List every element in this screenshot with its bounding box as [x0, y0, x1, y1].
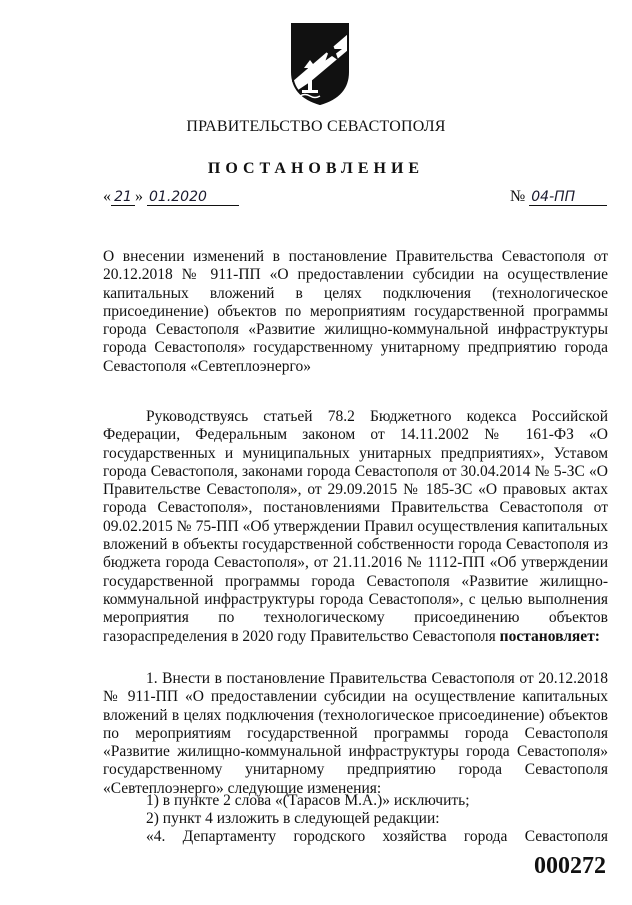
- date-close-quote: »: [135, 188, 143, 205]
- number-sign: №: [510, 188, 526, 205]
- document-date: [103, 188, 239, 206]
- basis-text: Руководствуясь статьей 78.2 Бюджетного кодекса Российской Федерации, Федеральным законом от 14.11.2002 № 161-ФЗ «О государственных и муниципальных унитарных предприятиях», Уставом города Севастополя, законами города Севастополя от 30.04.2014 № 5-ЗС «О Правительстве Севастополя», от 29.09.2015 № 185-ЗС «О правовых актах города Севастополя», постановлениями Правительства Севастополя от 09.02.2015 № 75-ПП «Об утверждении Правил осуществления капитальных вложений в объекты государственной собственности города Севастополя из бюджета города Севастополя», от 21.11.2016 № 1112-ПП «Об утверждении государственной программы города Севастополя «Развитие жилищно-коммунальной инфраструктуры города Севастополя», с целью выполнения мероприятия по технологическому присоединению объектов газораспределения в 2020 году Правительство Севастополя: [103, 408, 608, 645]
- basis-keyword: постановляет:: [499, 627, 600, 645]
- date-day-handwritten: 21: [111, 189, 135, 206]
- government-name: ПРАВИТЕЛЬСТВО СЕВАСТОПОЛЯ: [186, 118, 446, 135]
- date-open-quote: «: [103, 188, 111, 205]
- quoted-item-4-start: «4. Департаменту городского хозяйства города Севастополя: [146, 828, 608, 845]
- sevastopol-coat-of-arms-icon: [290, 20, 350, 106]
- serial-number: 000272: [534, 853, 606, 879]
- number-value-handwritten: 04-ПП: [529, 189, 607, 206]
- date-month-year-handwritten: 01.2020: [147, 189, 239, 206]
- subitem-1: 1) в пункте 2 слова «(Тарасов М.А.)» исключить;: [146, 792, 470, 809]
- basis-paragraph: [103, 408, 608, 646]
- item-1-paragraph: 1. Внести в постановление Правительства Севастополя от 20.12.2018 № 911-ПП «О предоставлении субсидии на осуществление капитальных вложений в целях подключения (технологическое присоединение) объектов по мероприятиям государственной программы города Севастополя «Развитие жилищно-коммунальной инфраструктуры города Севастополя» государственному унитарному предприятию города Севастополя «Севтеплоэнерго» следующие изменения:: [103, 670, 608, 797]
- subitem-2: 2) пункт 4 изложить в следующей редакции:: [146, 810, 440, 827]
- subject-paragraph: О внесении изменений в постановление Правительства Севастополя от 20.12.2018 № 911-ПП «О предоставлении субсидии на осуществление капитальных вложений в целях подключения (технологическое присоединение) объектов по мероприятиям государственной программы города Севастополя «Развитие жилищно-коммунальной инфраструктуры города Севастополя» государственному унитарному предприятию города Севастополя «Севтеплоэнерго»: [103, 248, 608, 375]
- document-number: [510, 188, 607, 206]
- document-type-title: ПОСТАНОВЛЕНИЕ: [207, 160, 425, 177]
